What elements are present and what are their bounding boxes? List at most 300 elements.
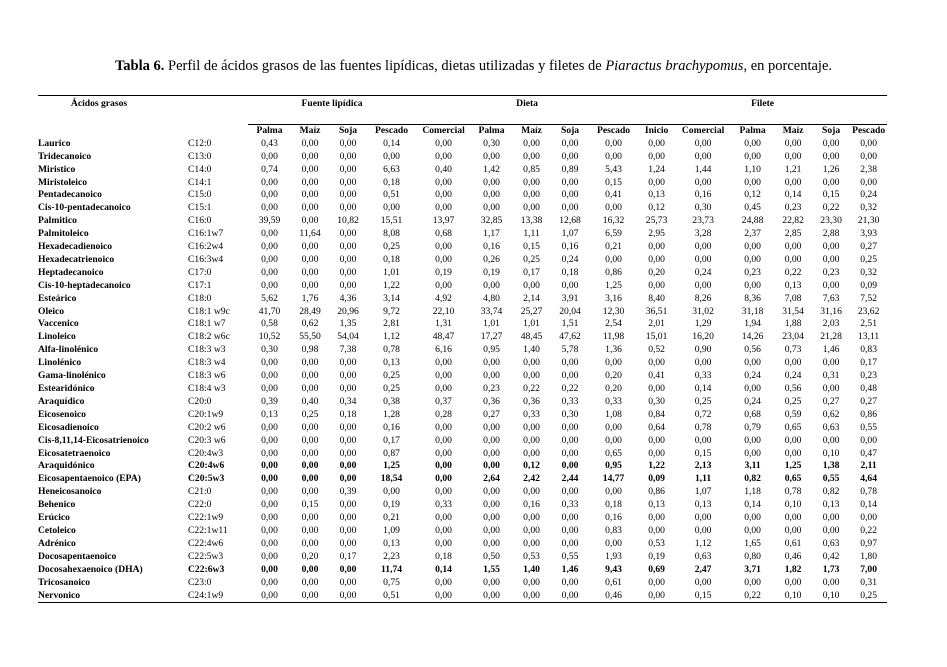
fatty-acid-table — [38, 95, 887, 603]
fatty-acid-name: Tricosanoico — [38, 576, 91, 588]
value-cell: 0,37 — [435, 395, 452, 407]
fatty-acid-code: C22:4w6 — [188, 537, 224, 549]
value-cell: 0,00 — [561, 460, 579, 472]
fatty-acid-code: C16:0 — [188, 215, 212, 227]
value-cell: 0,18 — [339, 408, 357, 420]
fatty-acid-code: C22:0 — [188, 499, 212, 511]
value-cell: 0,14 — [435, 563, 452, 575]
value-cell: 16,20 — [692, 331, 714, 343]
column-header: Maíz — [512, 124, 551, 137]
value-cell: 0,00 — [648, 524, 665, 536]
value-cell: 0,00 — [694, 137, 712, 149]
value-cell: 1,55 — [483, 563, 500, 575]
value-cell: 0,00 — [261, 228, 278, 240]
value-cell: 31,02 — [692, 305, 714, 317]
value-cell: 0,23 — [860, 370, 877, 382]
value-cell: 0,00 — [435, 434, 452, 446]
column-header: Pescado — [852, 124, 886, 136]
value-cell: 0,00 — [483, 421, 500, 433]
value-cell: 13,11 — [857, 331, 880, 343]
value-cell: 0,22 — [731, 590, 774, 603]
fatty-acid-name: Eicosapentaenoico (EPA) — [38, 473, 141, 485]
value-cell: 0,00 — [744, 434, 761, 446]
value-cell: 0,00 — [261, 550, 278, 562]
value-cell: 2,23 — [383, 550, 400, 562]
value-cell: 1,42 — [483, 163, 500, 175]
value-cell: 0,00 — [512, 590, 551, 603]
table-body — [38, 138, 887, 603]
value-cell: 0,24 — [744, 370, 761, 382]
value-cell: 4,92 — [435, 292, 452, 304]
value-cell: 0,34 — [339, 395, 357, 407]
value-cell: 0,20 — [648, 266, 665, 278]
fatty-acid-code: C16:1w7 — [188, 228, 224, 240]
value-cell: 0,00 — [784, 524, 802, 536]
table-row — [38, 564, 887, 577]
value-cell: 0,24 — [744, 395, 761, 407]
value-cell: 0,46 — [589, 590, 638, 603]
value-cell: 0,42 — [822, 550, 840, 562]
value-cell: 1,17 — [483, 228, 500, 240]
value-cell: 0,00 — [339, 460, 357, 472]
value-cell: 1,07 — [694, 486, 712, 498]
value-cell: 0,31 — [822, 370, 840, 382]
fatty-acid-name: Adrénico — [38, 537, 76, 549]
value-cell: 0,00 — [435, 512, 452, 524]
value-cell: 0,00 — [435, 357, 452, 369]
value-cell: 0,00 — [561, 447, 579, 459]
value-cell: 0,00 — [261, 189, 278, 201]
table-row — [38, 435, 887, 448]
value-cell: 0,00 — [483, 434, 500, 446]
value-cell: 0,45 — [744, 202, 761, 214]
value-cell: 1,10 — [744, 163, 761, 175]
value-cell: 0,00 — [301, 486, 319, 498]
value-cell: 0,00 — [301, 460, 319, 472]
value-cell: 4,80 — [483, 292, 500, 304]
value-cell: 1,07 — [561, 228, 579, 240]
value-cell: 0,00 — [339, 512, 357, 524]
value-cell: 13,38 — [520, 215, 543, 227]
value-cell: 0,16 — [694, 189, 712, 201]
value-cell: 0,00 — [435, 576, 452, 588]
value-cell: 0,00 — [301, 176, 319, 188]
value-cell: 0,00 — [301, 524, 319, 536]
value-cell: 0,00 — [435, 460, 452, 472]
value-cell: 0,33 — [561, 395, 579, 407]
value-cell: 1,82 — [784, 563, 802, 575]
value-cell: 0,33 — [605, 395, 622, 407]
value-cell: 0,00 — [301, 357, 319, 369]
value-cell: 0,32 — [860, 266, 877, 278]
value-cell: 0,00 — [435, 537, 452, 549]
value-cell: 0,25 — [383, 383, 400, 395]
value-cell: 0,00 — [694, 150, 712, 162]
value-cell: 0,00 — [339, 370, 357, 382]
fatty-acid-code: C22:1w9 — [188, 512, 224, 524]
value-cell: 0,40 — [435, 163, 452, 175]
value-cell: 0,00 — [523, 279, 540, 291]
value-cell: 11,74 — [381, 563, 403, 575]
value-cell: 23,73 — [692, 215, 714, 227]
value-cell: 0,00 — [301, 137, 319, 149]
table-row — [38, 254, 887, 267]
value-cell: 0,00 — [860, 150, 877, 162]
value-cell: 0,28 — [435, 408, 452, 420]
value-cell: 0,18 — [561, 266, 579, 278]
value-cell: 4,64 — [860, 473, 877, 485]
value-cell: 1,38 — [822, 460, 840, 472]
value-cell: 15,01 — [645, 331, 668, 343]
value-cell: 0,00 — [483, 512, 500, 524]
value-cell: 2,03 — [822, 318, 840, 330]
value-cell: 7,00 — [860, 563, 877, 575]
value-cell: 0,00 — [694, 241, 712, 253]
value-cell: 39,59 — [258, 215, 281, 227]
fatty-acid-code: C20:1w9 — [188, 408, 224, 420]
value-cell: 0,00 — [694, 253, 712, 265]
value-cell: 0,00 — [648, 241, 665, 253]
value-cell: 2,44 — [561, 473, 579, 485]
header-group-dieta: Dieta — [416, 96, 638, 112]
value-cell: 0,00 — [383, 202, 400, 214]
value-cell: 3,93 — [860, 228, 877, 240]
value-cell: 0,00 — [261, 241, 278, 253]
value-cell: 0,69 — [648, 563, 665, 575]
value-cell: 0,62 — [822, 408, 840, 420]
value-cell: 0,00 — [744, 447, 761, 459]
value-cell: 0,00 — [648, 176, 665, 188]
fatty-acid-code: C15:0 — [188, 189, 212, 201]
value-cell: 0,00 — [561, 150, 579, 162]
table-row — [38, 551, 887, 564]
value-cell: 0,00 — [339, 228, 357, 240]
value-cell: 0,00 — [339, 473, 357, 485]
fatty-acid-name: Linoleico — [38, 331, 76, 343]
table-caption — [0, 57, 947, 75]
value-cell: 0,00 — [561, 370, 579, 382]
value-cell: 0,32 — [860, 202, 877, 214]
value-cell: 0,39 — [339, 486, 357, 498]
table-row — [38, 189, 887, 202]
fatty-acid-name: Heneicosanoico — [38, 486, 102, 498]
value-cell: 7,63 — [822, 292, 840, 304]
value-cell: 0,00 — [483, 486, 500, 498]
value-cell: 0,00 — [561, 486, 579, 498]
value-cell: 0,19 — [648, 550, 665, 562]
table-row — [38, 241, 887, 254]
value-cell: 0,90 — [694, 344, 712, 356]
fatty-acid-name: Palmitico — [38, 215, 77, 227]
value-cell: 7,38 — [339, 344, 357, 356]
value-cell: 0,00 — [523, 524, 540, 536]
value-cell: 0,00 — [561, 176, 579, 188]
value-cell: 10,82 — [337, 215, 359, 227]
value-cell: 0,00 — [483, 189, 500, 201]
table-row — [38, 512, 887, 525]
value-cell: 0,53 — [648, 537, 665, 549]
value-cell: 20,96 — [337, 305, 359, 317]
value-cell: 0,00 — [261, 176, 278, 188]
value-cell: 0,64 — [648, 421, 665, 433]
value-cell: 0,15 — [301, 499, 319, 511]
value-cell: 0,46 — [784, 550, 802, 562]
caption-tail: , en porcentaje. — [743, 58, 833, 74]
value-cell: 0,00 — [523, 537, 540, 549]
table-row — [38, 138, 887, 151]
value-cell: 0,25 — [301, 408, 319, 420]
value-cell: 1,08 — [605, 408, 622, 420]
value-cell: 1,22 — [383, 279, 400, 291]
value-cell: 0,18 — [605, 499, 622, 511]
value-cell: 1,44 — [694, 163, 712, 175]
header-row-columns — [38, 124, 887, 137]
value-cell: 0,00 — [605, 137, 622, 149]
value-cell: 3,91 — [561, 292, 579, 304]
value-cell: 0,58 — [261, 318, 278, 330]
value-cell: 0,00 — [339, 279, 357, 291]
value-cell: 0,00 — [561, 279, 579, 291]
value-cell: 0,00 — [261, 537, 278, 549]
value-cell: 0,00 — [605, 202, 622, 214]
value-cell: 9,72 — [383, 305, 400, 317]
value-cell: 2,47 — [694, 563, 712, 575]
value-cell: 0,00 — [523, 370, 540, 382]
value-cell: 0,12 — [648, 202, 665, 214]
value-cell: 0,00 — [339, 253, 357, 265]
value-cell: 0,16 — [383, 421, 400, 433]
value-cell: 0,20 — [301, 550, 319, 562]
value-cell: 0,00 — [694, 176, 712, 188]
value-cell: 0,00 — [694, 576, 712, 588]
value-cell: 0,00 — [605, 434, 622, 446]
value-cell: 0,82 — [744, 473, 761, 485]
value-cell: 0,00 — [261, 357, 278, 369]
fatty-acid-name: Erúcico — [38, 512, 70, 524]
value-cell: 5,62 — [261, 292, 278, 304]
value-cell: 0,10 — [774, 590, 812, 603]
value-cell: 8,40 — [648, 292, 665, 304]
value-cell: 0,00 — [261, 279, 278, 291]
fatty-acid-name: Araquidónico — [38, 460, 95, 472]
value-cell: 0,21 — [383, 512, 400, 524]
value-cell: 0,13 — [383, 537, 400, 549]
column-header: Comercial — [416, 124, 471, 137]
value-cell: 1,80 — [860, 550, 877, 562]
value-cell: 0,23 — [744, 266, 761, 278]
value-cell: 1,28 — [383, 408, 400, 420]
value-cell: 21,28 — [820, 331, 842, 343]
value-cell: 0,00 — [561, 202, 579, 214]
value-cell: 2,13 — [694, 460, 712, 472]
value-cell: 2,95 — [648, 228, 665, 240]
value-cell: 0,00 — [301, 202, 319, 214]
value-cell: 0,23 — [483, 383, 500, 395]
value-cell: 9,43 — [605, 563, 622, 575]
fatty-acid-name: Miristoleico — [38, 176, 88, 188]
fatty-acid-name: Cetoleico — [38, 524, 76, 536]
value-cell: 4,36 — [339, 292, 357, 304]
value-cell: 2,85 — [784, 228, 802, 240]
value-cell: 0,00 — [261, 563, 278, 575]
value-cell: 2,11 — [860, 460, 877, 472]
value-cell: 0,00 — [648, 253, 665, 265]
value-cell: 0,00 — [561, 434, 579, 446]
value-cell: 0,00 — [694, 512, 712, 524]
value-cell: 0,00 — [483, 176, 500, 188]
value-cell: 0,00 — [744, 357, 761, 369]
value-cell: 0,00 — [261, 486, 278, 498]
value-cell: 0,00 — [261, 421, 278, 433]
fatty-acid-code: C18:3 w4 — [188, 357, 226, 369]
value-cell: 1,11 — [523, 228, 540, 240]
value-cell: 8,26 — [694, 292, 712, 304]
fatty-acid-name: Cis-8,11,14-Eicosatrienoico — [38, 434, 149, 446]
value-cell: 0,40 — [301, 395, 319, 407]
value-cell: 0,79 — [744, 421, 761, 433]
value-cell: 0,00 — [483, 460, 500, 472]
table-row — [38, 357, 887, 370]
caption-species: Piaractus brachypomus — [605, 58, 744, 74]
value-cell: 0,00 — [301, 279, 319, 291]
value-cell: 0,00 — [648, 447, 665, 459]
value-cell: 0,10 — [822, 447, 840, 459]
fatty-acid-code: C18:3 w3 — [188, 344, 226, 356]
value-cell: 0,00 — [561, 189, 579, 201]
value-cell: 0,17 — [383, 434, 400, 446]
value-cell: 0,25 — [850, 590, 887, 603]
value-cell: 0,62 — [301, 318, 319, 330]
value-cell: 0,13 — [784, 279, 802, 291]
value-cell: 0,00 — [435, 447, 452, 459]
value-cell: 48,47 — [432, 331, 455, 343]
column-header: Soja — [329, 124, 367, 137]
value-cell: 0,39 — [261, 395, 278, 407]
value-cell: 0,00 — [301, 163, 319, 175]
value-cell: 1,22 — [648, 460, 665, 472]
value-cell: 0,55 — [822, 473, 840, 485]
value-cell: 3,11 — [744, 460, 761, 472]
value-cell: 1,65 — [744, 537, 761, 549]
fatty-acid-name: Palmitoleico — [38, 228, 89, 240]
value-cell: 21,30 — [857, 215, 880, 227]
value-cell: 0,00 — [744, 512, 761, 524]
value-cell: 0,00 — [822, 524, 840, 536]
value-cell: 0,00 — [261, 447, 278, 459]
value-cell: 0,00 — [523, 576, 540, 588]
value-cell: 0,00 — [339, 576, 357, 588]
value-cell: 0,00 — [822, 357, 840, 369]
value-cell: 0,98 — [301, 344, 319, 356]
value-cell: 0,10 — [812, 590, 850, 603]
value-cell: 0,00 — [339, 499, 357, 511]
value-cell: 0,38 — [383, 395, 400, 407]
value-cell: 0,00 — [301, 189, 319, 201]
value-cell: 0,00 — [339, 447, 357, 459]
value-cell: 0,30 — [261, 344, 278, 356]
value-cell: 0,00 — [523, 150, 540, 162]
column-header: Comercial — [675, 124, 731, 137]
value-cell: 48,45 — [520, 331, 543, 343]
value-cell: 0,00 — [261, 524, 278, 536]
header-group-fuente: Fuente lipídica — [248, 96, 416, 112]
value-cell: 0,00 — [648, 576, 665, 588]
value-cell: 0,36 — [483, 395, 500, 407]
value-cell: 0,00 — [301, 512, 319, 524]
value-cell: 0,00 — [339, 537, 357, 549]
value-cell: 0,14 — [383, 137, 400, 149]
value-cell: 0,00 — [605, 486, 622, 498]
value-cell: 0,00 — [561, 576, 579, 588]
value-cell: 0,00 — [339, 176, 357, 188]
value-cell: 0,89 — [561, 163, 579, 175]
value-cell: 3,14 — [383, 292, 400, 304]
value-cell: 0,00 — [301, 434, 319, 446]
fatty-acid-code: C20:4w3 — [188, 447, 224, 459]
value-cell: 0,15 — [694, 447, 712, 459]
value-cell: 0,00 — [383, 486, 400, 498]
value-cell: 0,00 — [483, 524, 500, 536]
value-cell: 0,00 — [301, 473, 319, 485]
fatty-acid-name: Hexadecatrienoico — [38, 253, 115, 265]
value-cell: 0,14 — [784, 189, 802, 201]
fatty-acid-name: Pentadecanoico — [38, 189, 102, 201]
column-header: Palma — [731, 124, 774, 137]
column-header: Maíz — [291, 124, 329, 137]
value-cell: 1,73 — [822, 563, 840, 575]
value-cell: 0,00 — [822, 176, 840, 188]
value-cell: 0,17 — [860, 357, 877, 369]
value-cell: 0,00 — [301, 563, 319, 575]
column-header: Maíz — [774, 124, 812, 137]
fatty-acid-name: Laurico — [38, 137, 71, 149]
value-cell: 14,26 — [741, 331, 764, 343]
value-cell: 0,00 — [483, 537, 500, 549]
value-cell: 0,17 — [523, 266, 540, 278]
value-cell: 0,21 — [605, 241, 622, 253]
value-cell: 0,68 — [744, 408, 761, 420]
value-cell: 0,41 — [605, 189, 622, 201]
value-cell: 36,51 — [645, 305, 668, 317]
value-cell: 0,00 — [339, 189, 357, 201]
value-cell: 0,00 — [301, 537, 319, 549]
value-cell: 5,43 — [605, 163, 622, 175]
value-cell: 0,00 — [483, 370, 500, 382]
value-cell: 0,00 — [339, 383, 357, 395]
value-cell: 0,00 — [435, 189, 452, 201]
value-cell: 0,22 — [822, 202, 840, 214]
value-cell: 0,78 — [860, 486, 877, 498]
value-cell: 0,48 — [860, 383, 877, 395]
value-cell: 0,00 — [822, 383, 840, 395]
fatty-acid-code: C20:2 w6 — [188, 421, 226, 433]
table-row — [38, 280, 887, 293]
table-row — [38, 318, 887, 331]
header-row-groups — [38, 96, 887, 112]
value-cell: 0,33 — [561, 499, 579, 511]
value-cell: 0,00 — [339, 524, 357, 536]
value-cell: 0,00 — [744, 576, 761, 588]
value-cell: 1,40 — [523, 563, 540, 575]
value-cell: 0,00 — [261, 460, 278, 472]
value-cell: 0,00 — [261, 434, 278, 446]
value-cell: 13,97 — [432, 215, 455, 227]
value-cell: 3,28 — [694, 228, 712, 240]
table-row — [38, 460, 887, 473]
value-cell: 1,51 — [561, 318, 579, 330]
table-row — [38, 396, 887, 409]
value-cell: 0,41 — [648, 370, 665, 382]
